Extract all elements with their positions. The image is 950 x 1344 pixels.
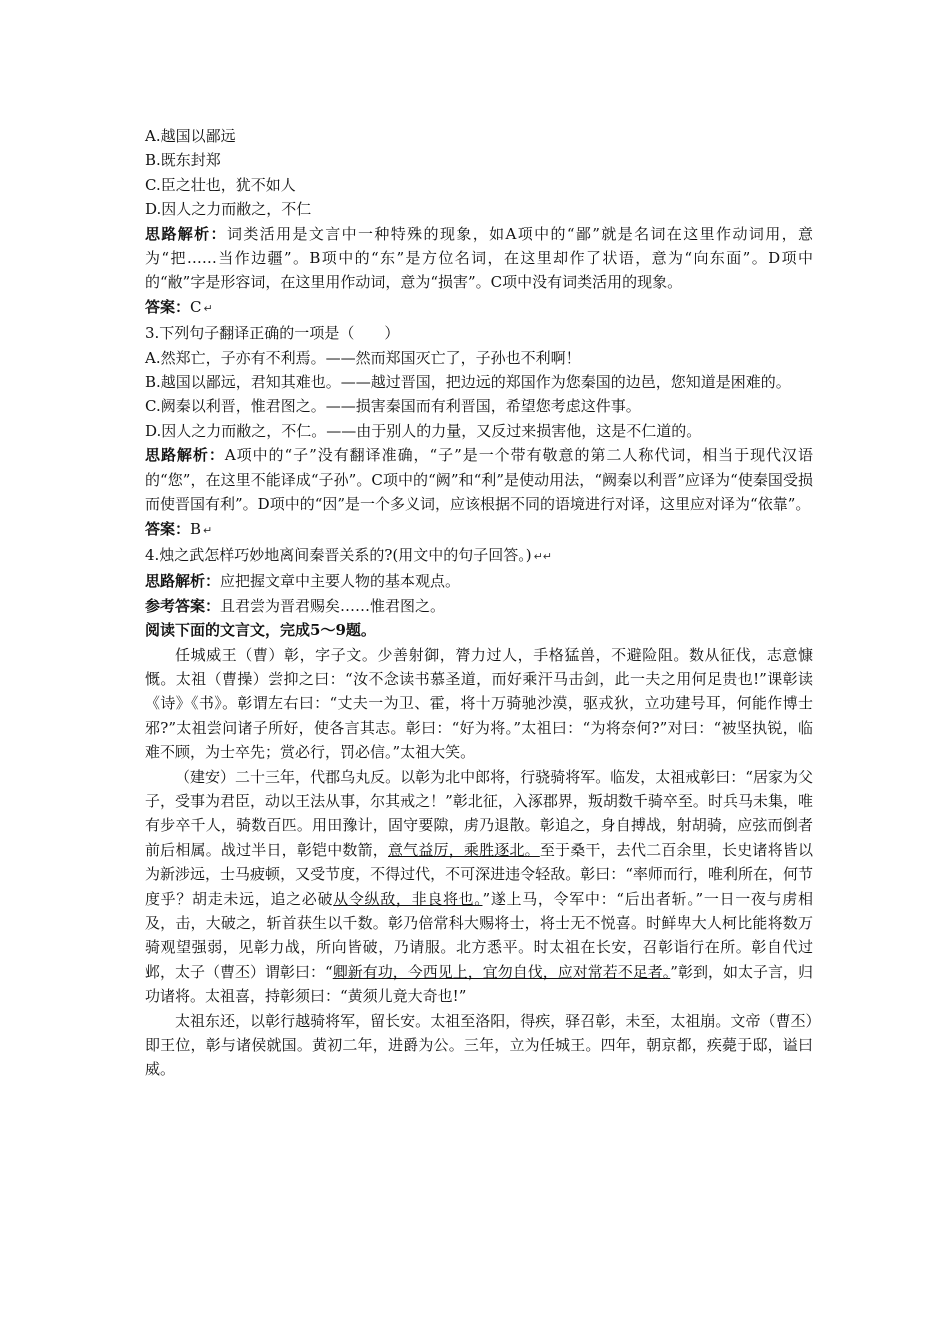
q4-ref-label: 参考答案： [145, 596, 221, 615]
q3-analysis-text: A项中的“子”没有翻译准确，“子”是一个带有敬意的第二人称代词，相当于现代汉语的“您”，在这里不能译成“子孙”。C项中的“阙”和“利”是使动用法，“阙秦以利晋”应译为“使秦国受损而使晋国有利”。D项中的“因”是一个多义词，应该根据不同的语境进行对译，这里应对译为“依靠”。 [145, 446, 813, 514]
q3-stem: 3.下列句子翻译正确的一项是（ ） [145, 324, 400, 343]
q3-answer [145, 517, 813, 543]
q3-analysis-label: 思路解析： [145, 446, 225, 465]
document-page [145, 124, 813, 1082]
q2-answer-label: 答案： [145, 297, 191, 316]
q4-analysis-label: 思路解析： [145, 572, 221, 591]
passage-text: 至于桑干，去代二百余里，长史诸将皆以为新涉远，士马疲顿，又受节度，不得过代，不可深进违令轻敌。彰曰：“率师而行，唯利所在，何节度乎？胡走未远，追之必破 [145, 840, 813, 908]
q2-option-c: C.臣之壮也，犹不如人 [145, 175, 296, 194]
q4-stem [145, 543, 813, 569]
q3-option-a: A.然郑亡，子亦有不利焉。——然而郑国灭亡了，子孙也不利啊！ [145, 348, 581, 367]
q2-option-a: A.越国以鄙远 [145, 127, 236, 145]
q3-option-d: D.因人之力而敝之，不仁。——由于别人的力量，又反过来损害他，这是不仁道的。 [145, 421, 702, 440]
return-mark-icon: ↵↵ [533, 549, 552, 563]
underlined-sentence-2: 从令纵敌，非良将也。 [333, 889, 483, 908]
q2-analysis [145, 222, 813, 295]
return-mark-icon: ↵ [203, 301, 213, 315]
underlined-sentence-1: 意气益厉，乘胜逐北。 [387, 840, 540, 859]
q4-analysis [145, 569, 813, 593]
q2-option-b: B.既东封郑 [145, 151, 221, 170]
q4-reference [145, 594, 813, 618]
q2-analysis-label: 思路解析： [145, 224, 227, 243]
q3-option-c: C.阙秦以利晋，惟君图之。——损害秦国而有利晋国，希望您考虑这件事。 [145, 397, 641, 416]
q3-answer-label: 答案： [145, 519, 191, 538]
q4-stem-text: 4.烛之武怎样巧妙地离间秦晋关系的?(用文中的句子回答。) [145, 545, 532, 564]
passage-paragraph-1: 任城威王（曹）彰，字子文。少善射御，膂力过人，手格猛兽，不避险阻。数从征伐，志意慷慨。太祖（曹操）尝抑之曰：“汝不念读书慕圣道，而好乘汗马击剑，此一夫之用何足贵也!”课彰读《诗》《书》。彰谓左右曰：“丈夫一为卫、霍，将十万骑驰沙漠，驱戎狄，立功建号耳，何能作博士邪?”太祖尝问诸子所好，使各言其志。彰曰：“好为将。”太祖曰：“为将奈何?”对曰：“被坚执锐，临难不顾，为士卒先；赏必行，罚必信。”太祖大笑。 [145, 645, 813, 762]
underlined-sentence-3: 卿新有功，今西见上，宜勿自伐，应对常若不足者。 [332, 962, 671, 981]
reading-instruction: 阅读下面的文言文，完成5～9题。 [145, 621, 376, 640]
passage-paragraph-2 [145, 765, 813, 1009]
passage-paragraph-3: 太祖东还，以彰行越骑将军，留长安。太祖至洛阳，得疾，驿召彰，未至，太祖崩。文帝（曹丕）即王位，彰与诸侯就国。黄初二年，进爵为公。三年，立为任城王。四年，朝京都，疾薨于邸，谥曰威。 [145, 1011, 813, 1079]
q3-answer-value: B [190, 519, 202, 538]
q4-analysis-text: 应把握文章中主要人物的基本观点。 [220, 572, 461, 591]
q3-analysis [145, 443, 813, 516]
q2-answer-value: C [190, 297, 202, 316]
return-mark-icon: ↵ [203, 523, 213, 537]
passage-text: （建安）二十三年，代郡乌丸反。以彰为北中郎将，行骁骑将军。临发，太祖戒彰曰：“居家为父子，受事为君臣，动以王法从事，尔其戒之！”彰北征，入涿郡界，叛胡数千骑卒至。时兵马未集，唯有步卒千人，骑数百匹。用田豫计，固守要隙，虏乃退散。彰追之，身自搏战，射胡骑，应弦而倒者前后相属。战过半日，彰铠中数箭， [145, 767, 813, 859]
q2-option-d: D.因人之力而敝之，不仁 [145, 200, 312, 219]
q3-option-b: B.越国以鄙远，君知其难也。——越过晋国，把边远的郑国作为您秦国的边邑，您知道是困难的。 [145, 373, 791, 392]
passage-text: ”彰到，如太子言，归功诸将。太祖喜，持彰须曰：“黄须儿竟大奇也!” [145, 962, 813, 1006]
q2-analysis-text: 词类活用是文言中一种特殊的现象，如A项中的“鄙”就是名词在这里作动词用，意为“把……当作边疆”。B项中的“东”是方位名词，在这里却作了状语，意为“向东面”。D项中的“敝”字是形容词，在这里用作动词，意为“损害”。C项中没有词类活用的现象。 [145, 224, 813, 292]
q2-answer [145, 295, 813, 321]
passage-text: ”遂上马，令军中：“后出者斩。”一日一夜与虏相及，击，大破之，斩首获生以千数。彰乃倍常科大赐将士，将士无不悦喜。时鲜卑大人柯比能将数万骑观望强弱，见彰力战，所向皆破，乃请服。北方悉平。时太祖在长安，召彰诣行在所。彰自代过邺，太子（曹丕）谓彰曰：“ [145, 889, 813, 981]
q4-ref-text: 且君尝为晋君赐矣……惟君图之。 [220, 596, 446, 615]
